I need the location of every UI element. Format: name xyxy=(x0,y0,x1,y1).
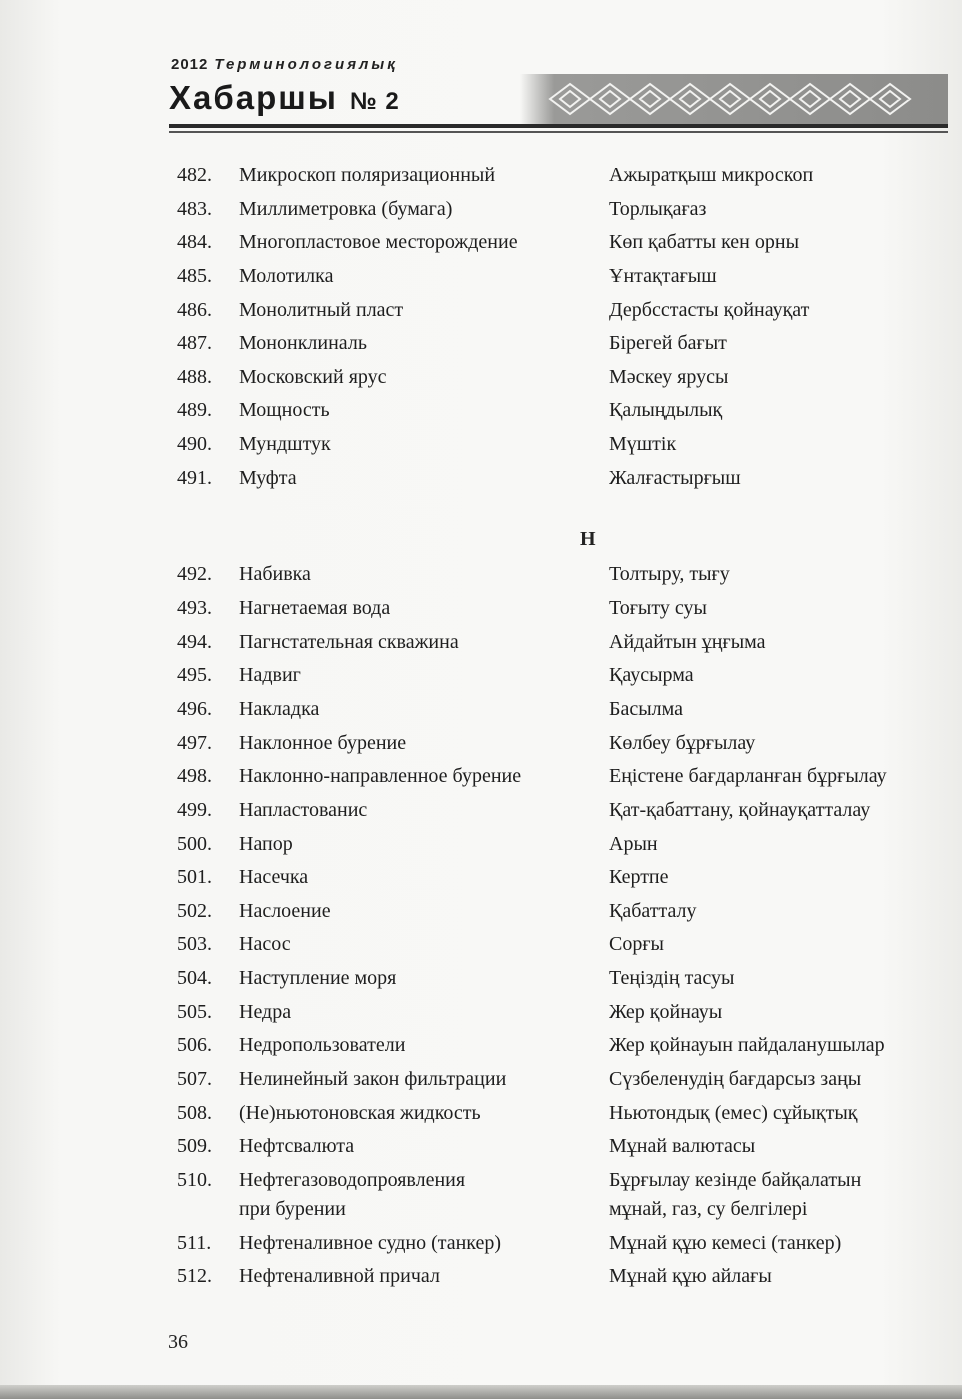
entry-number: 485. xyxy=(177,265,212,287)
entry-number: 486. xyxy=(177,299,212,321)
entry-number: 498. xyxy=(177,765,212,787)
entry-kazakh: Ньютондық (емес) сұйықтық xyxy=(609,1102,858,1124)
entry-russian: Нагнетаемая вода xyxy=(239,597,391,619)
entry-kazakh: Қалыңдылық xyxy=(609,399,723,421)
entry-kazakh: Толтыру, тығу xyxy=(609,563,730,585)
entry-kazakh: мұнай, газ, су белгілері xyxy=(609,1198,808,1220)
entry-kazakh: Бұрғылау кезінде байқалатын xyxy=(609,1169,862,1191)
entry-kazakh: Қабатталу xyxy=(609,900,697,922)
entry-number: 504. xyxy=(177,967,212,989)
entry-russian: Насечка xyxy=(239,866,309,888)
entry-number: 506. xyxy=(177,1034,212,1056)
entry-number: 509. xyxy=(177,1135,212,1157)
entry-russian: Наклонное бурение xyxy=(239,732,407,754)
entry-kazakh: Мұнай валютасы xyxy=(609,1135,756,1157)
entry-russian: Мононклиналь xyxy=(239,332,367,354)
entry-kazakh: Мұнай құю кемесі (танкер) xyxy=(609,1232,842,1254)
ornament-pattern-icon xyxy=(540,78,920,120)
entry-number: 489. xyxy=(177,399,212,421)
entry-number: 511. xyxy=(177,1232,212,1254)
entry-number: 491. xyxy=(177,467,212,489)
journal-title xyxy=(169,79,400,117)
entry-number: 497. xyxy=(177,732,212,754)
entry-kazakh: Сүзбеленудің бағдарсыз заңы xyxy=(609,1068,862,1090)
entry-kazakh: Мұнай құю айлағы xyxy=(609,1265,772,1287)
entry-russian: Наступление моря xyxy=(239,967,397,989)
entry-number: 482. xyxy=(177,164,212,186)
entry-kazakh: Дербсстасты қойнауқат xyxy=(609,299,810,321)
entry-kazakh: Ажыратқыш микроскоп xyxy=(609,164,814,186)
entry-russian: Нефтегазоводопроявления xyxy=(239,1169,466,1191)
entry-russian: Нефтеналивное судно (танкер) xyxy=(239,1232,502,1254)
entry-russian: Напластованис xyxy=(239,799,368,821)
entry-russian: Нелинейный закон фильтрации xyxy=(239,1068,507,1090)
entry-russian: Накладка xyxy=(239,698,320,720)
entry-kazakh: Қат-қабаттану, қойнауқатталау xyxy=(609,799,871,821)
journal-title-text: Хабаршы xyxy=(169,79,338,116)
entry-kazakh: Басылма xyxy=(609,698,684,720)
entry-russian: Недра xyxy=(239,1001,292,1023)
entry-kazakh: Бірегей бағыт xyxy=(609,332,727,354)
entry-russian: Насос xyxy=(239,933,291,955)
entry-number: 490. xyxy=(177,433,212,455)
entry-russian: Пагнстательная скважина xyxy=(239,631,459,653)
journal-subtitle xyxy=(171,56,398,73)
entry-number: 505. xyxy=(177,1001,212,1023)
entry-number: 512. xyxy=(177,1265,212,1287)
entry-number: 510. xyxy=(177,1169,212,1191)
entry-kazakh: Қаусырма xyxy=(609,664,694,686)
entry-kazakh: Мүштік xyxy=(609,433,677,455)
entry-russian: Наслоение xyxy=(239,900,331,922)
entry-number: 496. xyxy=(177,698,212,720)
entry-kazakh: Еңістене бағдарланған бұрғылау xyxy=(609,765,887,787)
entry-kazakh: Көлбеу бұрғылау xyxy=(609,732,756,754)
entry-russian: Напор xyxy=(239,833,293,855)
entry-russian: Нефтеналивной причал xyxy=(239,1265,440,1287)
entry-russian: Мощность xyxy=(239,399,330,421)
entry-number: 501. xyxy=(177,866,212,888)
entry-number: 507. xyxy=(177,1068,212,1090)
entry-russian: Наклонно-направленное бурение xyxy=(239,765,522,787)
entry-russian: Муфта xyxy=(239,467,297,489)
entry-russian: Многопластовое месторождение xyxy=(239,231,518,253)
entry-kazakh: Мәскеу ярусы xyxy=(609,366,729,388)
header-rule-thick xyxy=(169,124,948,128)
scan-edge xyxy=(0,1385,962,1399)
entry-number: 502. xyxy=(177,900,212,922)
entry-kazakh: Жер қойнауы xyxy=(609,1001,723,1023)
entry-russian: (Не)ньютоновская жидкость xyxy=(239,1102,481,1124)
entry-russian: Мундштук xyxy=(239,433,331,455)
entry-number: 488. xyxy=(177,366,212,388)
entry-russian: Надвиг xyxy=(239,664,301,686)
ornament-band xyxy=(520,74,948,124)
entry-number: 492. xyxy=(177,563,212,585)
journal-issue: № 2 xyxy=(349,88,400,115)
entry-russian: Московский ярус xyxy=(239,366,387,388)
header-rule-thin xyxy=(169,131,948,133)
entry-russian: Молотилка xyxy=(239,265,334,287)
journal-year: 2012 xyxy=(171,56,209,73)
entry-russian: Миллиметровка (бумага) xyxy=(239,198,453,220)
entry-number: 483. xyxy=(177,198,212,220)
entry-kazakh: Арын xyxy=(609,833,658,855)
entry-number: 484. xyxy=(177,231,212,253)
entry-russian: Микроскоп поляризационный xyxy=(239,164,496,186)
entry-kazakh: Сорғы xyxy=(609,933,664,955)
entry-russian: Набивка xyxy=(239,563,311,585)
entry-number: 499. xyxy=(177,799,212,821)
entry-kazakh: Тоғыту суы xyxy=(609,597,707,619)
entry-kazakh: Теңіздің тасуы xyxy=(609,967,735,989)
entry-number: 495. xyxy=(177,664,212,686)
entry-kazakh: Айдайтын ұңғыма xyxy=(609,631,766,653)
section-letter: Н xyxy=(580,528,596,550)
entry-number: 493. xyxy=(177,597,212,619)
entry-kazakh: Көп қабатты кен орны xyxy=(609,231,800,253)
entry-kazakh: Жер қойнауын пайдаланушылар xyxy=(609,1034,885,1056)
entry-russian: Нефтсвалюта xyxy=(239,1135,355,1157)
entry-number: 503. xyxy=(177,933,212,955)
entry-number: 487. xyxy=(177,332,212,354)
journal-subtitle-text: Терминологиялық xyxy=(214,56,398,73)
entry-kazakh: Торлықағаз xyxy=(609,198,707,220)
entry-kazakh: Ұнтақтағыш xyxy=(609,265,717,287)
entry-russian: Монолитный пласт xyxy=(239,299,404,321)
entry-kazakh: Кертпе xyxy=(609,866,669,888)
page-number: 36 xyxy=(168,1331,188,1353)
entry-kazakh: Жалғастырғыш xyxy=(609,467,741,489)
entry-russian: при бурении xyxy=(239,1198,346,1220)
entry-number: 500. xyxy=(177,833,212,855)
entry-number: 494. xyxy=(177,631,212,653)
entry-russian: Недропользователи xyxy=(239,1034,406,1056)
entry-number: 508. xyxy=(177,1102,212,1124)
